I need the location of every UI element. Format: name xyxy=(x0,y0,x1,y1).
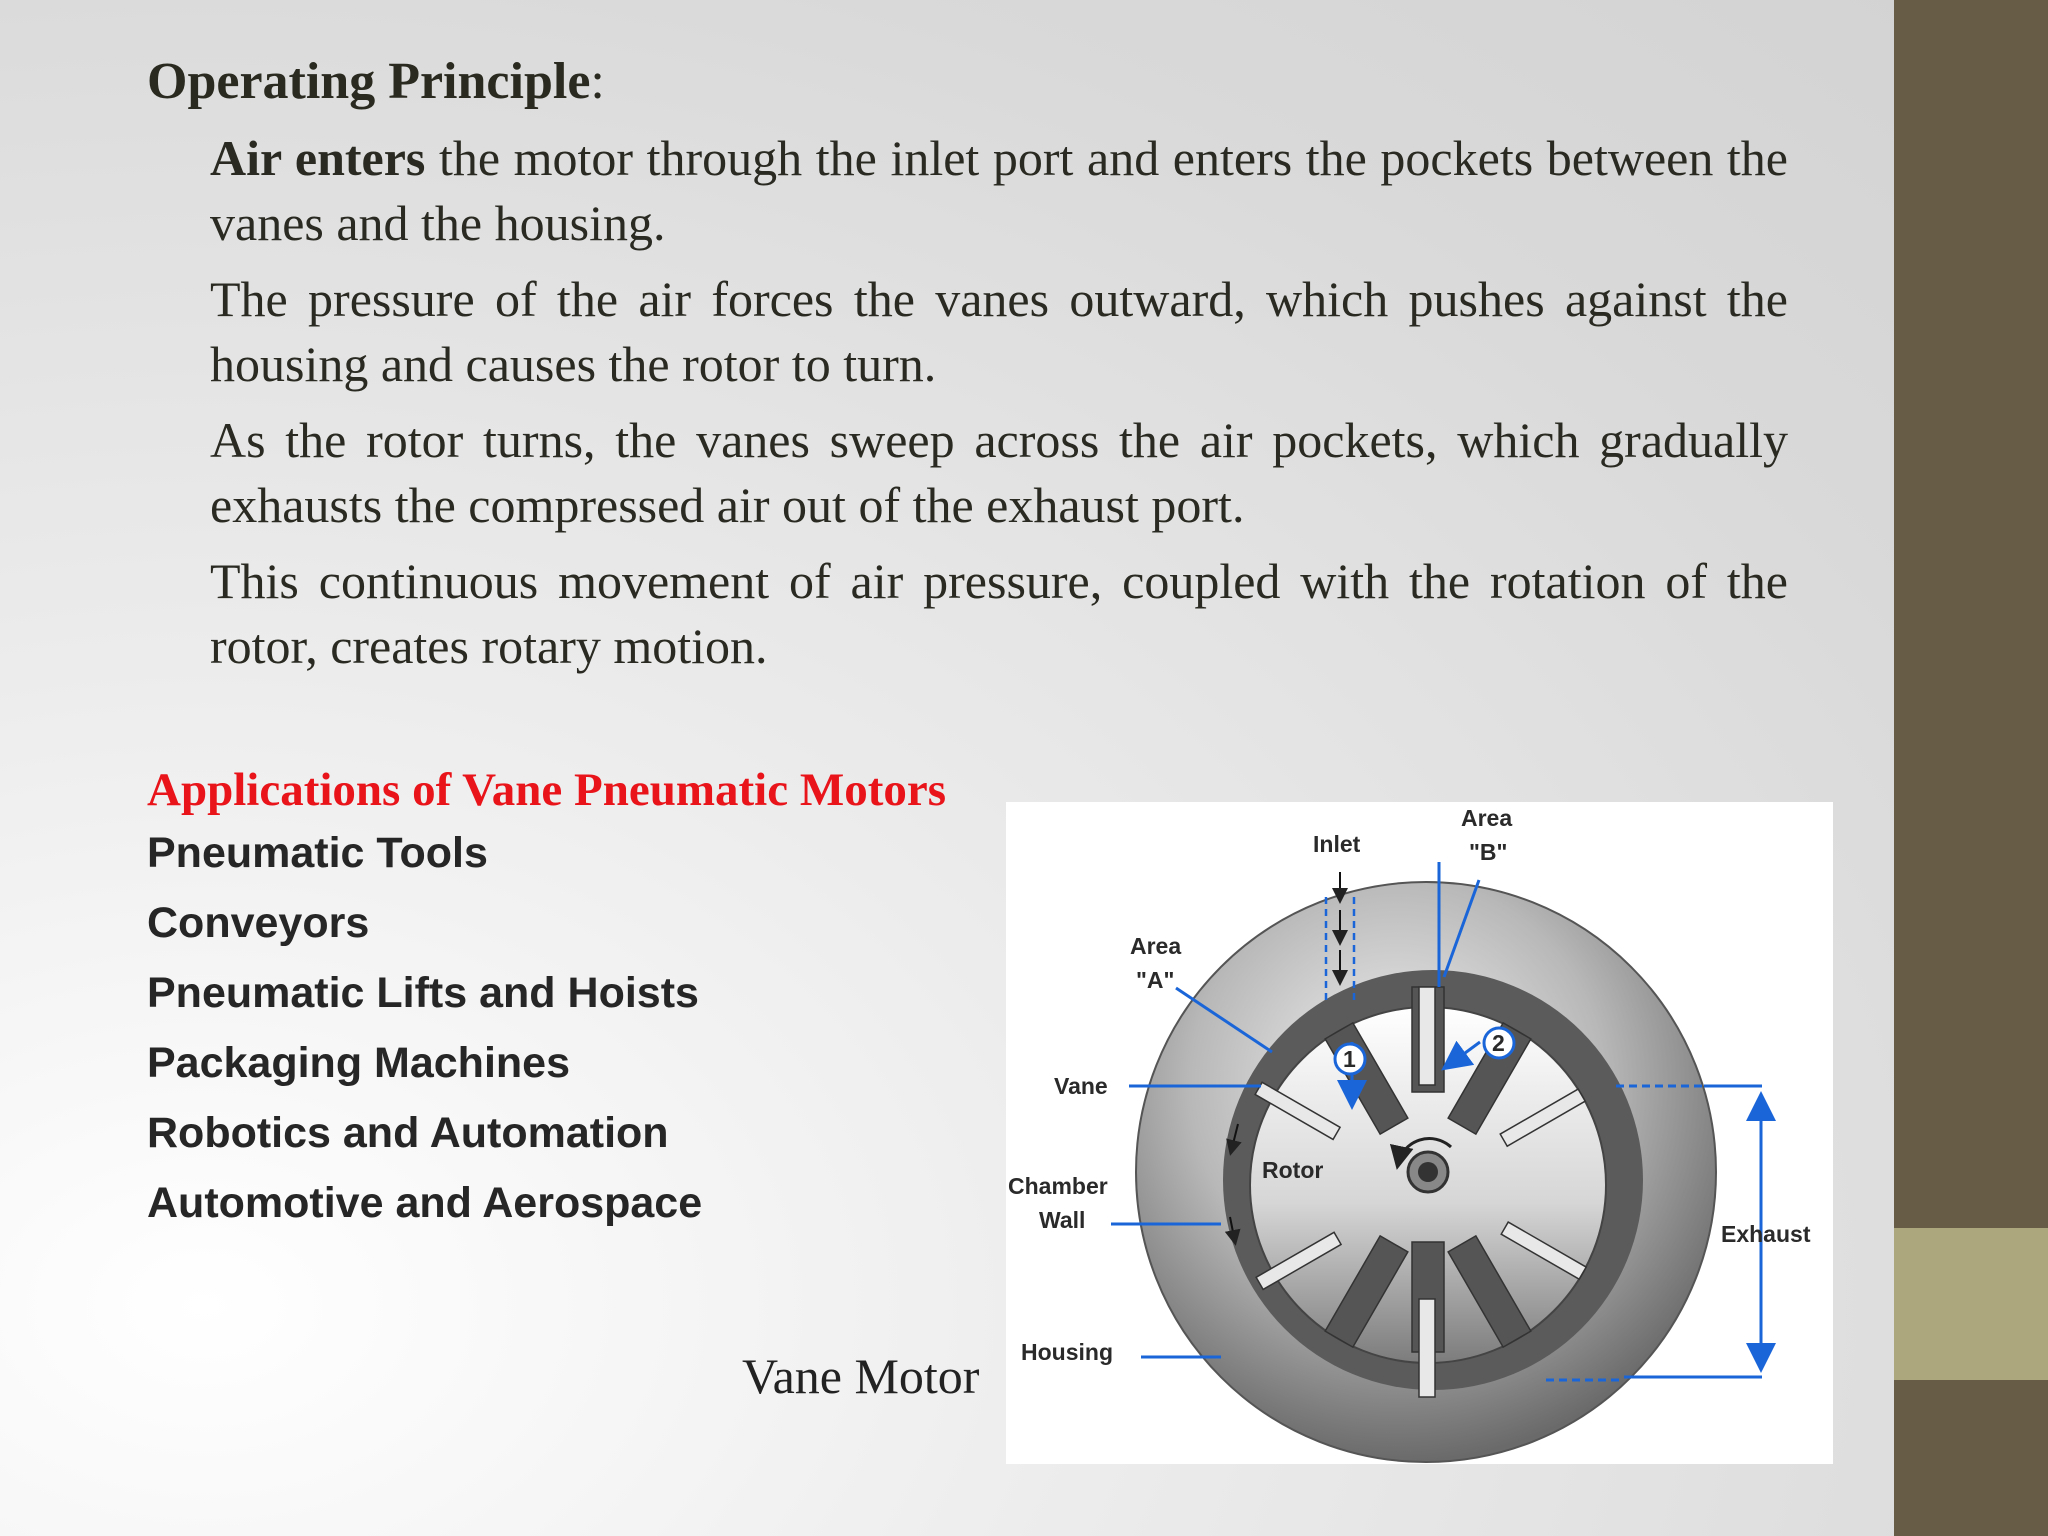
paragraph-2-text: The pressure of the air forces the vanes outward, which pushes against the housing and causes the rotor to turn. xyxy=(210,271,1788,392)
label-exhaust: Exhaust xyxy=(1721,1221,1811,1247)
list-item: Robotics and Automation xyxy=(147,1109,669,1157)
list-item: Conveyors xyxy=(147,899,370,947)
sidebar-accent-block xyxy=(1894,1228,2048,1380)
slide-heading xyxy=(147,50,605,114)
label-area-a-1: Area xyxy=(1130,933,1182,959)
marker-1: 1 xyxy=(1343,1046,1356,1072)
label-chamber-1: Chamber xyxy=(1008,1173,1108,1199)
diagram-caption: Vane Motor xyxy=(742,1348,980,1404)
list-item: Automotive and Aerospace xyxy=(147,1179,703,1227)
list-item: Packaging Machines xyxy=(147,1039,570,1087)
label-area-b-2: "B" xyxy=(1469,839,1508,865)
paragraph-2 xyxy=(210,267,1788,397)
applications-title: Applications of Vane Pneumatic Motors xyxy=(147,764,946,816)
paragraph-3-text: As the rotor turns, the vanes sweep across the air pockets, which gradually exhausts the compressed air out of the exhaust port. xyxy=(210,412,1788,533)
paragraph-4-text: This continuous movement of air pressure, coupled with the rotation of the rotor, creates rotary motion. xyxy=(210,553,1788,674)
label-rotor: Rotor xyxy=(1262,1157,1324,1183)
label-chamber-2: Wall xyxy=(1039,1207,1086,1233)
heading-text: Operating Principle xyxy=(147,53,591,110)
applications-list xyxy=(147,818,702,1238)
label-area-a-2: "A" xyxy=(1136,967,1175,993)
label-inlet: Inlet xyxy=(1313,831,1361,857)
marker-2: 2 xyxy=(1492,1030,1505,1056)
list-item: Pneumatic Lifts and Hoists xyxy=(147,969,699,1017)
vane-motor-diagram xyxy=(1006,802,1833,1464)
paragraph-4 xyxy=(210,549,1788,679)
label-housing: Housing xyxy=(1021,1339,1113,1365)
paragraph-1 xyxy=(210,126,1788,256)
label-vane: Vane xyxy=(1054,1073,1108,1099)
paragraph-1-lead: Air enters xyxy=(210,130,426,186)
list-item: Pneumatic Tools xyxy=(147,829,488,877)
heading-colon: : xyxy=(590,53,605,110)
paragraph-3 xyxy=(210,408,1788,538)
vane-motor-svg xyxy=(1006,802,1833,1464)
label-area-b-1: Area xyxy=(1461,805,1513,831)
paragraph-1-text: the motor through the inlet port and enters the pockets between the vanes and the housing. xyxy=(210,130,1788,251)
